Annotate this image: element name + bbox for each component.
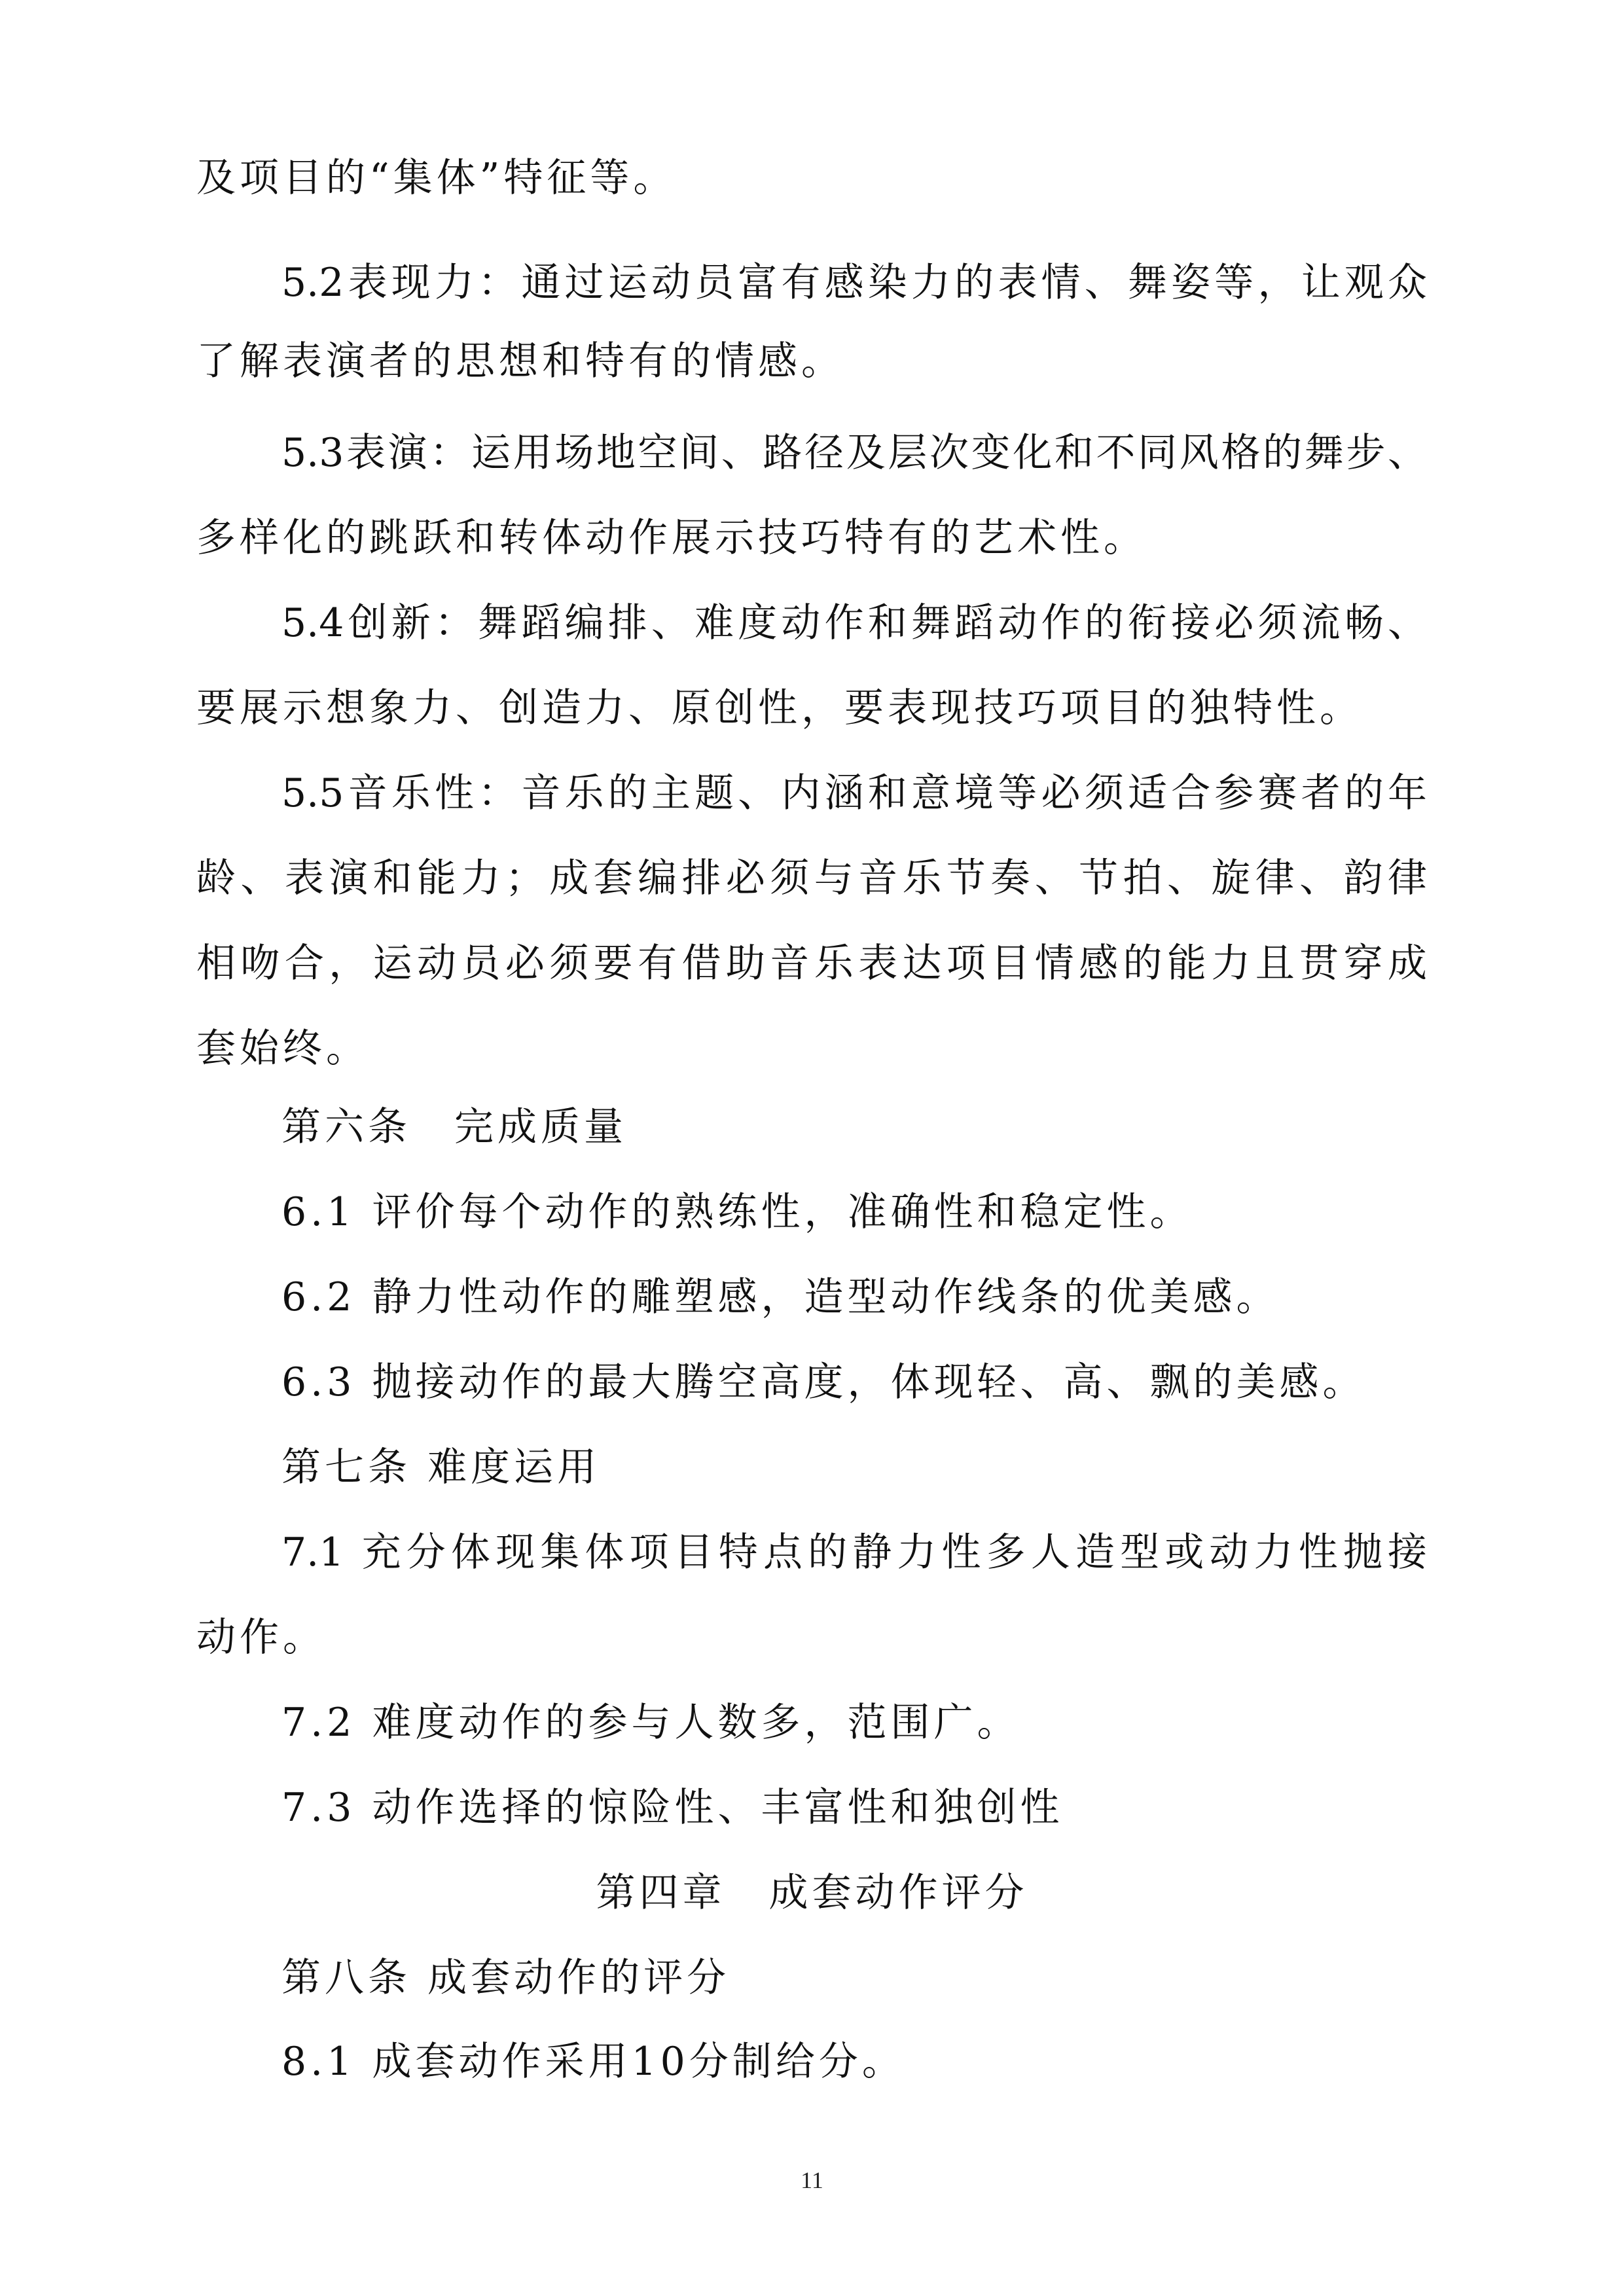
text-line: 7.1 充分体现集体项目特点的静力性多人造型或动力性抛接 <box>281 1530 1427 1575</box>
text-line: 龄、表演和能力；成套编排必须与音乐节奏、节拍、旋律、韵律 <box>196 855 1427 901</box>
text-line: 动作。 <box>196 1615 326 1660</box>
text-line: 6.1 评价每个动作的熟练性，准确性和稳定性。 <box>281 1189 1193 1235</box>
text-line: 6.2 静力性动作的雕塑感，造型动作线条的优美感。 <box>281 1274 1280 1320</box>
chapter-heading: 第四章 成套动作评分 <box>596 1870 1028 1916</box>
text-line: 7.2 难度动作的参与人数多，范围广。 <box>281 1700 1020 1746</box>
text-line: 多样化的跳跃和转体动作展示技巧特有的艺术性。 <box>196 515 1147 561</box>
section-heading: 第八条 成套动作的评分 <box>281 1955 731 2001</box>
text-line: 套始终。 <box>196 1026 369 1071</box>
text-line: 8.1 成套动作采用10分制给分。 <box>281 2039 905 2085</box>
text-line: 6.3 抛接动作的最大腾空高度，体现轻、高、飘的美感。 <box>281 1359 1366 1405</box>
text-line: 5.3表演：运用场地空间、路径及层次变化和不同风格的舞步、 <box>281 430 1427 476</box>
text-line: 要展示想象力、创造力、原创性，要表现技巧项目的独特性。 <box>196 685 1363 731</box>
text-line: 了解表演者的思想和特有的情感。 <box>196 338 844 384</box>
page-number: 11 <box>801 2167 823 2193</box>
section-heading: 第六条 完成质量 <box>281 1104 627 1150</box>
text-line: 5.4创新：舞蹈编排、难度动作和舞蹈动作的衔接必须流畅、 <box>281 600 1427 646</box>
text-line: 及项目的“集体”特征等。 <box>196 155 677 201</box>
section-heading: 第七条 难度运用 <box>281 1444 601 1490</box>
text-line: 5.2表现力：通过运动员富有感染力的表情、舞姿等，让观众 <box>281 260 1427 306</box>
text-line: 7.3 动作选择的惊险性、丰富性和独创性 <box>281 1785 1064 1831</box>
text-line: 5.5音乐性：音乐的主题、内涵和意境等必须适合参赛者的年 <box>281 770 1427 816</box>
text-line: 相吻合，运动员必须要有借助音乐表达项目情感的能力且贯穿成 <box>196 941 1427 986</box>
